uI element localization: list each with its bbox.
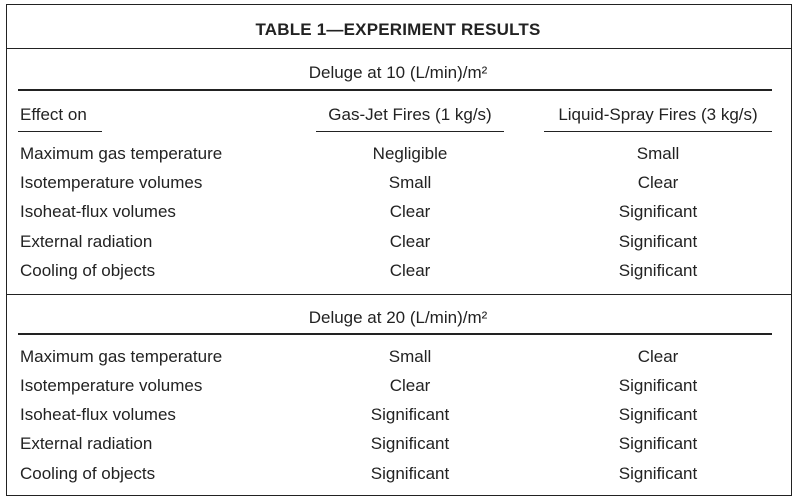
table-row-effect: Maximum gas temperature: [20, 347, 223, 366]
header-rule-gas-jet: [316, 131, 504, 132]
table-row-gas-jet: Clear: [389, 202, 431, 221]
table-row-gas-jet: Clear: [389, 261, 431, 280]
title-divider: [6, 48, 792, 49]
section-heading: Deluge at 10 (L/min)/m²: [308, 63, 488, 82]
section-heading: Deluge at 20 (L/min)/m²: [308, 308, 488, 327]
column-header-effect: Effect on: [20, 105, 87, 124]
table-row-gas-jet: Significant: [370, 434, 450, 453]
table-row-gas-jet: Clear: [389, 376, 431, 395]
section-heading-rule: [18, 333, 772, 335]
table-row-gas-jet: Clear: [389, 232, 431, 251]
table-title: TABLE 1—EXPERIMENT RESULTS: [255, 20, 541, 39]
table-row-effect: Cooling of objects: [20, 261, 156, 280]
column-header-liquid-spray: Liquid-Spray Fires (3 kg/s): [558, 105, 758, 124]
header-rule-effect: [18, 131, 102, 132]
table-row-liquid-spray: Significant: [618, 405, 698, 424]
table-row-effect: Cooling of objects: [20, 464, 156, 483]
table-row-effect: Isotemperature volumes: [20, 376, 203, 395]
table-row-liquid-spray: Significant: [618, 376, 698, 395]
table-row-effect: Isoheat-flux volumes: [20, 405, 176, 424]
table-row-gas-jet: Small: [388, 347, 432, 366]
table-row-liquid-spray: Significant: [618, 232, 698, 251]
table-row-liquid-spray: Significant: [618, 464, 698, 483]
table-row-liquid-spray: Small: [636, 144, 680, 163]
table-row-liquid-spray: Significant: [618, 261, 698, 280]
table-row-effect: Maximum gas temperature: [20, 144, 223, 163]
table-row-liquid-spray: Significant: [618, 202, 698, 221]
table-row-effect: Isoheat-flux volumes: [20, 202, 176, 221]
table-row-gas-jet: Small: [388, 173, 432, 192]
column-header-gas-jet: Gas-Jet Fires (1 kg/s): [328, 105, 492, 124]
table-row-gas-jet: Significant: [370, 464, 450, 483]
table-row-liquid-spray: Clear: [637, 347, 679, 366]
header-rule-liquid-spray: [544, 131, 772, 132]
table-row-effect: External radiation: [20, 434, 153, 453]
table-row-liquid-spray: Significant: [618, 434, 698, 453]
table-row-effect: Isotemperature volumes: [20, 173, 203, 192]
table-row-liquid-spray: Clear: [637, 173, 679, 192]
section-heading-rule: [18, 89, 772, 91]
table-row-gas-jet: Negligible: [372, 144, 448, 163]
table-row-effect: External radiation: [20, 232, 153, 251]
table-row-gas-jet: Significant: [370, 405, 450, 424]
section-divider: [6, 294, 792, 295]
